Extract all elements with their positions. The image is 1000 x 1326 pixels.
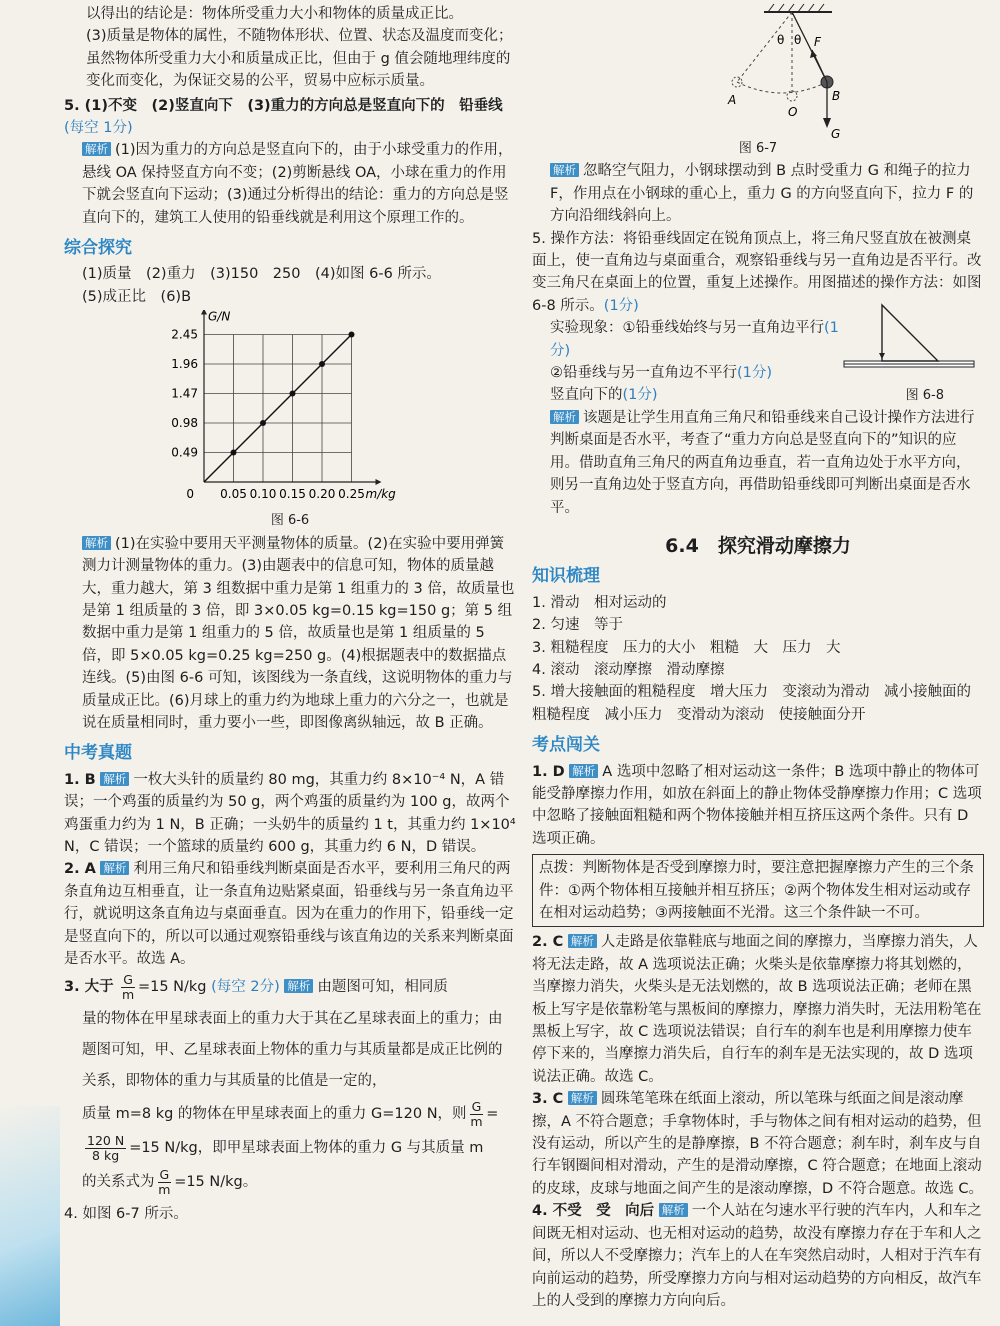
answer-5-score: (每空 1分) [64, 120, 133, 137]
zhongkao-3-ana2: 量的物体在甲星球表面上的重力大于其在乙星球表面上的重力；由题图可知，甲、乙星球表面上物体的重力与其质量都是成正比例的关系，即物体的重力与其质量的比值是一定的， [82, 1011, 503, 1090]
x-axis-arrow [376, 479, 382, 485]
q5-phenomenon-1 [532, 317, 850, 362]
analysis-tag: 解析 [82, 536, 111, 550]
y-tick-label: 2.45 [171, 327, 198, 342]
zhongkao-3-ana3 [64, 1097, 516, 1131]
answer-5 [64, 95, 516, 140]
section-heading-zhishi: 知识梳理 [532, 566, 600, 587]
zhongkao-3-score: (每空 2分) [211, 979, 280, 996]
text-paragraph: (3)质量是物体的属性，不随物体形状、位置、状态及温度而变化；虽然物体所受重力大小和质量成正比，但由于 g 值会随地理纬度的变化而变化，为保证交易的公平，贸易中应标示质量。 [86, 28, 513, 90]
analysis-tag: 解析 [100, 861, 129, 875]
figure-6-6-chart [64, 310, 516, 510]
analysis-zonghe-text: (1)在实验中要用天平测量物体的质量。(2)在实验中要用弹簧测力计测量物体的重力。(3)由题表中的信息可知，物体的质量越大，重力越大，第 3 组数据中重力是第 1 组重力的 3 倍，故质量也是第 1 组质量的 3 倍，即 3×0.05 kg=0.15 kg=150 g；第 5 组数据中重力是第 1 组重力的 5 倍，故质量也是第 1 组质量的 5 倍，即 5×0.05 kg=0.25 kg=250 g。(4)根据题表中的数据描点连线。(5)由图 6-6 可知，该图线为一条直线，这说明物体的重力与质量成正比。(6)月球上的重力约为地球上重力的六分之一，也就是说在质量相同时，重力要小一些，即图像离纵轴远，故 B 正确。 [82, 535, 515, 731]
checkpoint-3-analysis: 圆珠笔笔珠在纸面上滚动，所以笔珠与纸面之间是滚动摩擦，A 不符合题意；手拿物体时，手与物体之间有相对运动的趋势，但没有运动，所以产生的是静摩擦，B 不符合题意；刹车时，刹车皮与自行车钢圈间相对滑动，产生的是滑动摩擦，C 符合题意；在地面上滚动的皮球，皮球与地面之间产生的是滚动摩擦，D 不符合题意。故选 C。 [532, 1091, 984, 1197]
zhongkao-3-ana3-text: 质量 m=8 kg 的物体在甲星球表面上的重力 G=120 N，则 [82, 1106, 467, 1123]
checkpoint-2 [532, 931, 984, 1088]
analysis-tag: 解析 [82, 142, 111, 156]
fraction-120n-over-8kg [85, 1134, 126, 1163]
zhongkao-4: 4. 如图 6-7 所示。 [64, 1206, 188, 1223]
checkpoint-2-analysis: 人走路是依靠鞋底与地面之间的摩擦力，当摩擦力消失，人将无法走路，故 A 选项说法正确；火柴头是依靠摩擦力将其划燃的，当摩擦力消失，火柴头是无法划燃的，故 B 选项说法正确；老师在黑板上写字是依靠粉笔与黑板间的摩擦力，摩擦力消失时，无法用粉笔在黑板上写字，故 C 选项说法错误；自行车的刹车也是利用摩擦力使车停下来的，当摩擦力消失后，自行车的刹车是无法实现的，故 D 选项说法正确。故选 C。 [532, 934, 982, 1085]
text-line: 以得出的结论是：物体所受重力大小和物体的质量成正比。 [86, 6, 463, 22]
fraction-denominator: m [158, 1181, 171, 1197]
data-point [231, 450, 237, 456]
left-column [64, 0, 516, 1226]
analysis-tag: 解析 [568, 1091, 597, 1105]
fraction-numerator: G [159, 1166, 170, 1182]
y-tick-label: 1.47 [171, 386, 198, 401]
q5-phenomena [532, 317, 984, 407]
fraction-numerator: G [123, 971, 133, 987]
analysis-tag: 解析 [550, 163, 579, 177]
checkpoint-4-analysis: 一个人站在匀速水平行驶的汽车内，人和车之间既无相对运动、也无相对运动的趋势，故没有摩擦力存在于车和人之间，所以人不受摩擦力；汽车上的人在车突然启动时，人相对于汽车有向前运动的趋势，所受摩擦力方向与相对运动趋势的方向相反，故汽车上的人受到的摩擦力方向向后。 [532, 1203, 982, 1309]
page-edge-decoration [0, 1106, 60, 1326]
q5-phenomenon-3-text: 竖直向下的 [550, 387, 623, 404]
section-heading-kaodian: 考点闯关 [532, 735, 600, 756]
label-o: O [788, 105, 798, 119]
fraction-denominator: 8 kg [92, 1147, 120, 1163]
fraction-denominator: m [122, 986, 135, 1002]
checkpoint-2-answer: 2. C [532, 934, 564, 951]
zhongkao-2-answer: 2. A [64, 861, 96, 878]
x-tick-label: 0.10 [249, 487, 277, 502]
analysis-tag: 解析 [284, 979, 313, 993]
checkpoint-4 [532, 1200, 984, 1312]
zonghe-answer-1: (1)质量 (2)重力 (3)150 250 (4)如图 6-6 所示。 [82, 266, 441, 283]
data-point [319, 361, 325, 367]
zhongkao-3-ana5-end: =15 N/kg。 [174, 1174, 258, 1191]
zhongkao-2 [64, 858, 516, 970]
analysis-q5-text: 该题是让学生用直角三角尺和铅垂线来自己设计操作方法进行判断桌面是否水平，考查了“重力方向总是竖直向下的”知识的应用。借助直角三角尺的两直角边垂直，若一直角边处于水平方向，则另一直角边处于竖直方向，再借助铅垂线即可判断出桌面是否水平。 [550, 409, 975, 516]
x-tick-label: 0.25 [338, 487, 365, 502]
label-b: B [832, 89, 841, 103]
label-g: G [831, 127, 841, 140]
analysis-tag: 解析 [100, 772, 129, 786]
figure-6-7-caption: 图 6-7 [738, 141, 778, 156]
figure-6-7-pendulum [532, 0, 984, 140]
analysis-tag: 解析 [569, 764, 598, 778]
string-to-a [737, 12, 792, 82]
q5-phenomenon-2-text: ②铅垂线与另一直角边不平行 [550, 365, 737, 382]
tip-box: 点拨：判断物体是否受到摩擦力时，要注意把握摩擦力产生的三个条件：①两个物体相互接触并相互挤压；②两个物体发生相对运动或存在相对运动趋势；③两接触面不光滑。这三个条件缺一不可。 [532, 854, 984, 927]
section-title-6-4: 6.4 探究滑动摩擦力 [665, 534, 851, 557]
y-axis-label: G/N [208, 310, 231, 324]
fraction-numerator: G [471, 1098, 482, 1114]
zhongkao-3-ana1: 由题图可知，相同质 [317, 979, 448, 996]
q5-phenomenon-1-score: (1分) [550, 320, 839, 359]
zhongkao-2-analysis: 利用三角尺和铅垂线判断桌面是否水平，要利用三角尺的两条直角边互相垂直，让一条直角边贴紧桌面，铅垂线与另一条直角边平行，就说明这条直角边与桌面垂直。因为在重力的作用下，铅垂线一定是竖直向下的，所以可以通过观察铅垂线与该直角边的关系来判断桌面是否水平。故选 A。 [64, 861, 514, 967]
y-tick-label: 0.49 [171, 445, 198, 460]
analysis-fig67 [532, 160, 984, 227]
label-theta-2: θ [794, 33, 802, 47]
q5-phenomenon-2-score: (1分) [737, 365, 773, 382]
q5-method-text: 5. 操作方法：将铅垂线固定在锐角顶点上，将三角尺竖直放在被测桌面上，使一直角边与桌面重合，观察铅垂线与另一直角边是否平行。改变三角尺在桌面上的位置，重复上述操作。用图描述的操作方法：如图 6-8 所示。 [532, 230, 982, 314]
figure-6-6-caption: 图 6-6 [270, 513, 310, 529]
plumb-bob [879, 353, 885, 359]
analysis-5-text: (1)因为重力的方向总是竖直向下的，由于小球受重力的作用，悬线 OA 保持竖直方向不变；(2)剪断悬线 OA，小球在重力的作用下就会竖直向下运动；(3)通过分析得出的结论：重力的方向总是竖直向下的，建筑工人使用的铅垂线就是利用这个原理工作的。 [82, 142, 513, 226]
q5-phenomenon-1-text: 实验现象：①铅垂线始终与另一直角边平行 [550, 320, 824, 337]
y-tick-label: 1.96 [171, 357, 198, 372]
question-5-block [532, 228, 984, 519]
knowledge-2: 2. 匀速 等于 [532, 617, 623, 634]
label-theta-1: θ [777, 33, 785, 47]
knowledge-1: 1. 滑动 相对运动的 [532, 594, 667, 611]
zonghe-answer-2: (5)成正比 (6)B [82, 288, 192, 305]
equals-sign: = [486, 1106, 499, 1123]
zhongkao-1-analysis: 一枚大头针的质量约 80 mg，其重力约 8×10⁻⁴ N，A 错误；一个鸡蛋的质量约为 50 g，两个鸡蛋的质量约为 100 g，故两个鸡蛋重力约为 1 N，B 正确；一头奶牛的质量约 1 t，其重力约 1×10⁴ N，C 错误；一个篮球的质量约 600 g，其重力约 6 N，D 错误。 [64, 771, 516, 855]
knowledge-3: 3. 粗糙程度 压力的大小 粗糙 大 压力 大 [532, 639, 841, 656]
zhongkao-3-answer-b: =15 N/kg [137, 979, 207, 996]
label-a: A [728, 93, 737, 107]
section-heading-zhongkao: 中考真题 [64, 743, 132, 764]
analysis-5 [64, 139, 516, 229]
fraction-numerator: 120 N [87, 1132, 125, 1148]
q5-method-score: (1分) [603, 297, 639, 314]
checkpoint-1-analysis: A 选项中忽略了相对运动这一条件；B 选项中静止的物体可能受静摩擦力作用，如放在斜面上的静止物体受静摩擦力作用；C 选项中忽略了接触面粗糙和两个物体接触并相互挤压这两个条件。只有 D 选项正确。 [532, 763, 982, 847]
ceiling-hatch [768, 4, 824, 12]
checkpoint-3 [532, 1088, 984, 1200]
section-heading-zonghe: 综合探究 [64, 238, 132, 259]
analysis-tag: 解析 [659, 1203, 688, 1217]
triangle-ruler [882, 305, 938, 361]
right-column [532, 0, 984, 1312]
checkpoint-3-answer: 3. C [532, 1091, 564, 1108]
analysis-fig67-text: 忽略空气阻力，小钢球摆动到 B 点时受重力 G 和绳子的拉力 F，作用点在小钢球的重心上，重力 G 的方向竖直向下，拉力 F 的方向沿细线斜向上。 [550, 163, 974, 225]
x-tick-label: 0.15 [279, 487, 306, 502]
knowledge-5: 5. 增大接触面的粗糙程度 增大压力 变滚动为滑动 减小接触面的粗糙程度 减小压力 变滑动为滚动 使接触面分开 [532, 684, 971, 723]
knowledge-4: 4. 滚动 滚动摩擦 滑动摩擦 [532, 661, 725, 678]
checkpoint-4-answer: 4. 不受 受 向后 [532, 1203, 655, 1220]
origin-label: 0 [186, 487, 194, 502]
zhongkao-3-ana4 [64, 1131, 516, 1165]
data-point [290, 391, 296, 397]
series-line [204, 335, 352, 483]
swing-arc [737, 82, 827, 93]
figure-6-8-triangle [834, 301, 984, 383]
data-point [260, 420, 266, 426]
label-f: F [814, 35, 821, 49]
zhongkao-1-answer: 1. B [64, 771, 96, 788]
analysis-tag: 解析 [550, 410, 579, 424]
zhongkao-3-ana4-text: =15 N/kg，即甲星球表面上物体的重力 G 与其质量 m [129, 1140, 484, 1157]
analysis-tag: 解析 [568, 934, 597, 948]
zhongkao-3-answer: 3. 大于 [64, 979, 114, 996]
zhongkao-3-ana5-text: 的关系式为 [82, 1174, 155, 1191]
y-tick-label: 0.98 [171, 416, 198, 431]
checkpoint-1-answer: 1. D [532, 763, 565, 780]
x-tick-label: 0.05 [220, 487, 247, 502]
zhongkao-3 [64, 970, 516, 1004]
analysis-zonghe [64, 533, 516, 735]
x-tick-label: 0.20 [308, 487, 336, 502]
analysis-q5 [532, 407, 984, 519]
zhongkao-1 [64, 769, 516, 859]
answer-5-text: 5. (1)不变 (2)竖直向下 (3)重力的方向总是竖直向下的 铅垂线 [64, 97, 503, 114]
checkpoint-1 [532, 761, 984, 851]
force-g-head [823, 118, 831, 128]
fraction-denominator: m [470, 1113, 483, 1129]
data-point [349, 332, 355, 338]
y-axis-arrow [201, 310, 207, 315]
fraction-g-over-m [470, 1100, 484, 1129]
x-axis-label: m/kg [365, 487, 396, 502]
q5-phenomenon-3-score: (1分) [622, 387, 658, 404]
zhongkao-3-ana5 [64, 1165, 516, 1199]
fraction-g-over-m [158, 1168, 172, 1197]
figure-6-8-caption: 图 6-8 [905, 388, 944, 404]
fraction-g-over-m [121, 973, 135, 1002]
